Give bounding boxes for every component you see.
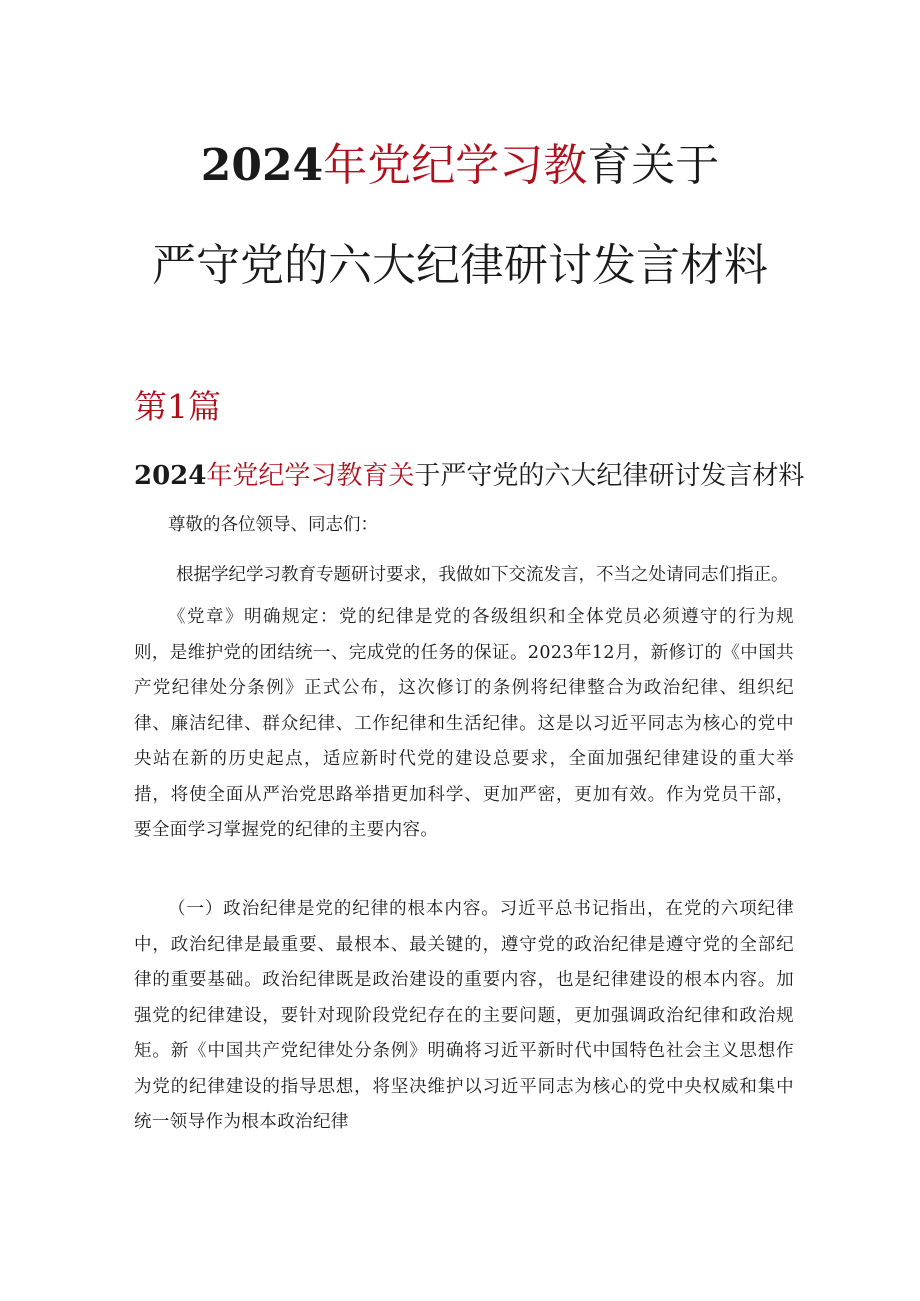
body-paragraph-1: 《党章》明确规定：党的纪律是党的各级组织和全体党员必须遵守的行为规则，是维护党的团结统一、完成党的任务的保证。2023年12月，新修订的《中国共产党纪律处分条例》正式公布，这次修订的条例将纪律整合为政治纪律、组织纪律、廉洁纪律、群众纪律、工作纪律和生活纪律。这是以习近平同志为核心的党中央站在新的历史起点，适应新时代党的建设总要求，全面加强纪律建设的重大举措，将使全面从严治党思路举措更加科学、更加严密，更加有效。作为党员干部，要全面学习掌握党的纪律的主要内容。 <box>134 607 794 840</box>
section-subtitle <box>134 458 804 494</box>
title-rest-segment: 育关于 <box>587 140 720 191</box>
document-title-line-1 <box>0 138 920 194</box>
subtitle-year: 2024 <box>134 461 207 491</box>
greeting-paragraph: 尊敬的各位领导、同志们： <box>168 515 378 535</box>
title-red-segment: 年党纪学习教 <box>323 140 588 191</box>
intro-paragraph: 根据学纪学习教育专题研讨要求，我做如下交流发言，不当之处请同志们指正。 <box>176 565 789 585</box>
subtitle-red-segment: 年党纪学习教育关 <box>206 461 415 491</box>
document-title-line-2: 严守党的六大纪律研讨发言材料 <box>152 240 768 291</box>
section-heading: 第1篇 <box>134 387 221 426</box>
body-paragraph-2: （一）政治纪律是党的纪律的根本内容。习近平总书记指出，在党的六项纪律中，政治纪律是最重要、最根本、最关键的，遵守党的政治纪律是遵守党的全部纪律的重要基础。政治纪律既是政治建设的重要内容，也是纪律建设的根本内容。加强党的纪律建设，要针对现阶段党纪存在的主要问题，更加强调政治纪律和政治规矩。新《中国共产党纪律处分条例》明确将习近平新时代中国特色社会主义思想作为党的纪律建设的指导思想，将坚决维护以习近平同志为核心的党中央权威和集中统一领导作为根本政治纪律 <box>134 899 794 1132</box>
subtitle-rest-segment: 于严守党的六大纪律研讨发言材料 <box>414 461 805 491</box>
title-year: 2024 <box>200 140 324 191</box>
